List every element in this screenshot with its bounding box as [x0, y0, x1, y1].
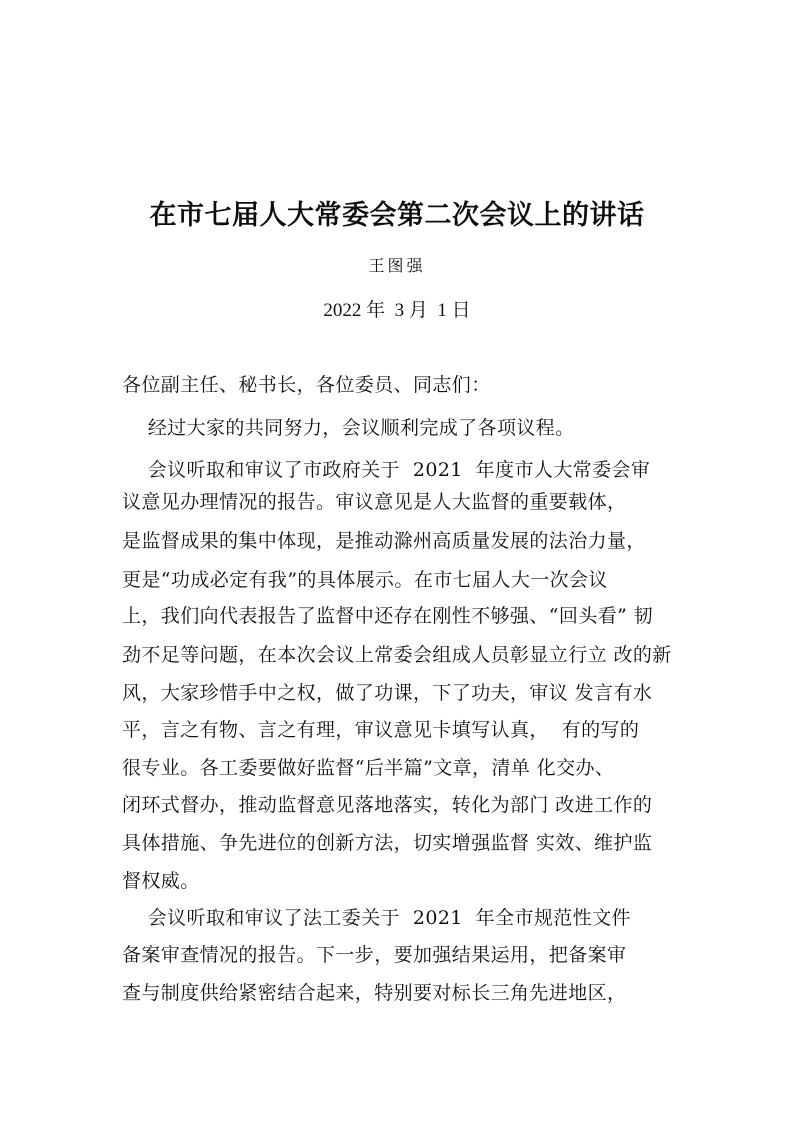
body-line: 备案审查情况的报告。下一步，要加强结果运用，把备案审	[122, 944, 627, 966]
body-line: 劲不足等问题，在本次会议上常委会组成人员彰显立行立 改的新	[122, 644, 672, 666]
body-line: 经过大家的共同努力，会议顺利完成了各项议程。	[122, 417, 575, 439]
document-title: 在市七届人大常委会第二次会议上的讲话	[149, 200, 645, 231]
body-line: 风，大家珍惜手中之权，做了功课，下了功夫，审议 发言有水	[122, 682, 653, 704]
body-line: 查与制度供给紧密结合起来，特别要对标长三角先进地区，	[122, 982, 627, 1004]
body-line: 平，言之有物、言之有理，审议意见卡填写认真， 有的写的	[122, 719, 640, 741]
body-line: 是监督成果的集中体现，是推动滁州高质量发展的法治力量，	[122, 530, 646, 552]
body-line: 闭环式督办，推动监督意见落地落实，转化为部门 改进工作的	[122, 794, 653, 816]
author-name: 王图强	[368, 256, 426, 275]
body-line: 更是“功成必定有我”的具体展示。在市七届人大一次会议	[122, 569, 608, 591]
body-line: 上，我们向代表报告了监督中还存在刚性不够强、“回头看” 韧	[122, 605, 654, 627]
body-line: 会议听取和审议了法工委关于 2021 年全市规范性文件	[122, 907, 631, 929]
body-line: 各位副主任、秘书长，各位委员、同志们：	[122, 374, 491, 396]
body-line: 很专业。各工委要做好监督“后半篇”文章，清单 化交办、	[122, 757, 615, 779]
body-line: 具体措施、争先进位的创新方法，切实增强监督 实效、维护监	[122, 832, 653, 854]
body-line: 会议听取和审议了市政府关于 2021 年度市人大常委会审	[122, 459, 651, 481]
speech-date: 2022 年 3 月 1 日	[323, 300, 471, 321]
body-line: 议意见办理情况的报告。审议意见是人大监督的重要载体，	[122, 491, 627, 513]
body-line: 督权威。	[122, 870, 200, 892]
